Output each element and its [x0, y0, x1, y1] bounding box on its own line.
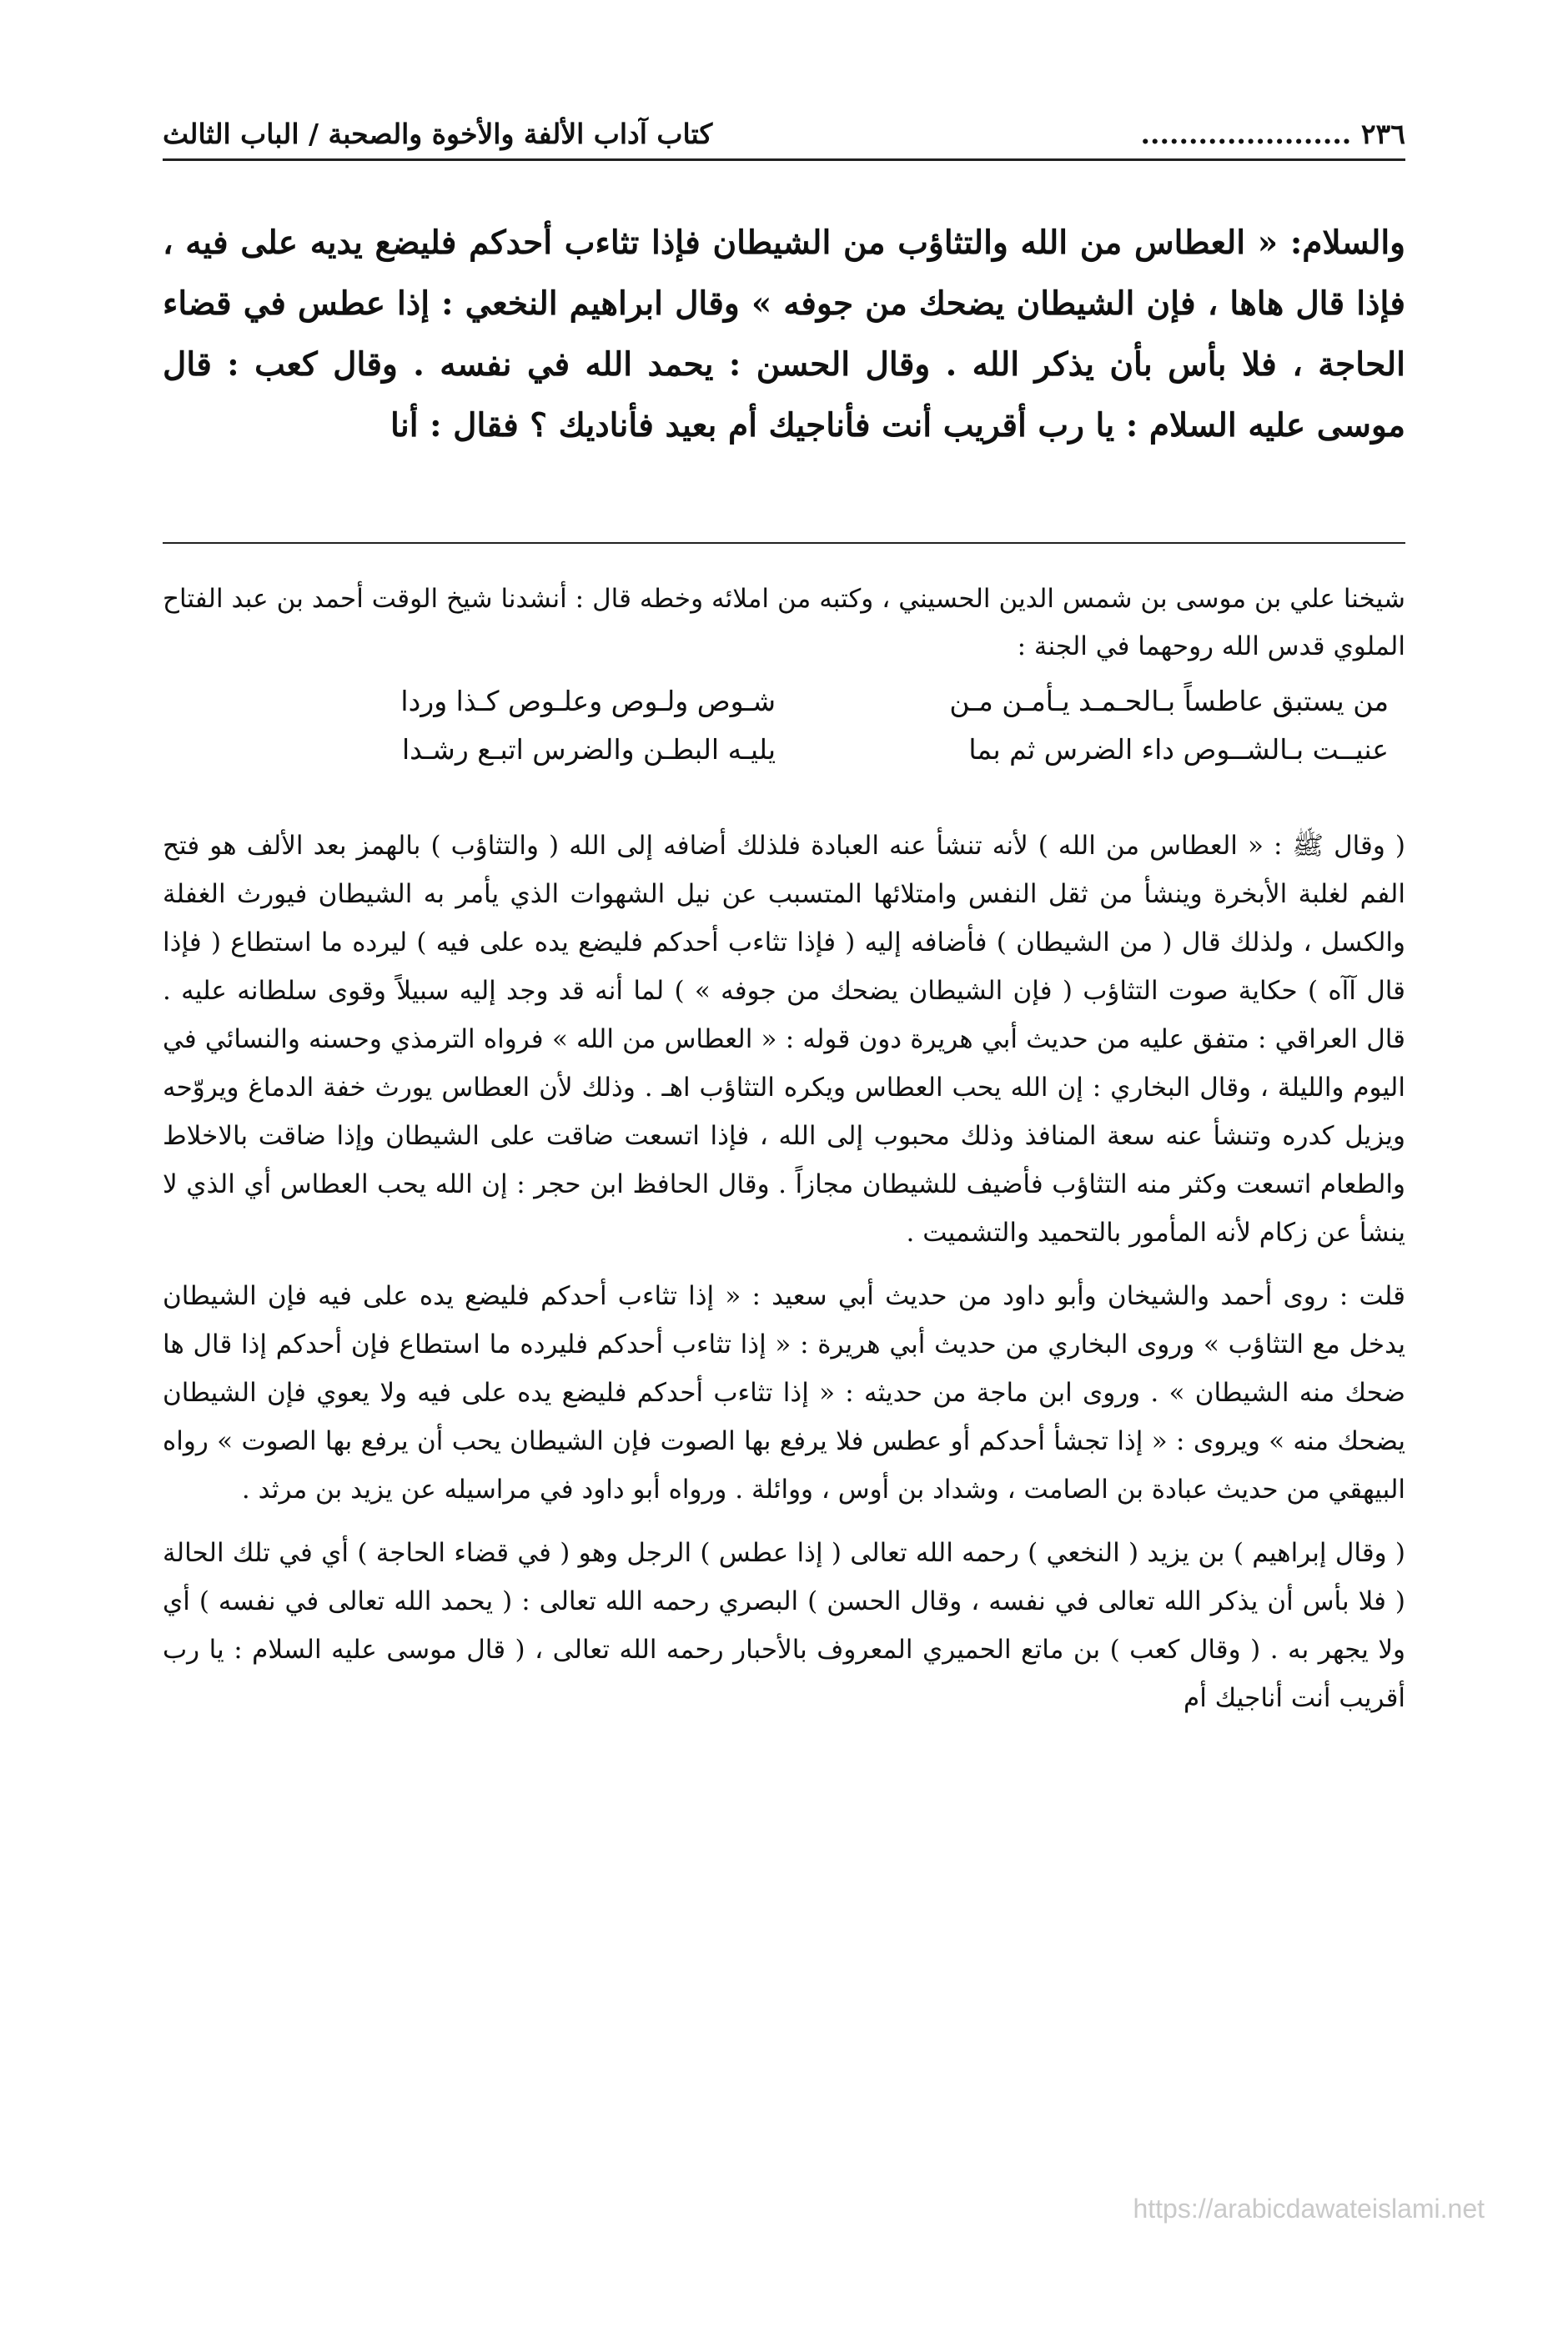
footnote-block [163, 575, 1405, 781]
watermark-url: https://arabicdawateislami.net [1133, 2194, 1485, 2224]
verse-2-first-hemistich: عنيــت بـالشــوص داء الضرس ثم بما [968, 733, 1389, 766]
commentary [163, 822, 1405, 1737]
running-header [163, 108, 1405, 161]
page-number: ٢٣٦ [1360, 117, 1405, 150]
verse-2-second-hemistich: يليـه البطـن والضرس اتبـع رشـدا [402, 733, 776, 766]
poem-verses [163, 671, 1405, 781]
verse-1-second-hemistich: شـوص ولـوص وعلـوص كـذا وردا [400, 685, 776, 717]
main-text: والسلام: « العطاس من الله والتثاؤب من الشيطان فإذا تثاءب أحدكم فليضع يديه على فيه ، فإذا قال هاها ، فإن الشيطان يضحك من جوفه » وقال ابراهيم النخعي : إذا عطس في قضاء الحاجة ، فلا بأس بأن يذكر الله . وقال الحسن : يحمد الله في نفسه . وقال كعب : قال موسى عليه السلام : يا رب أقريب أنت فأناجيك أم بعيد فأناديك ؟ فقال : أنا [163, 224, 1405, 445]
footnote-intro: شيخنا علي بن موسى بن شمس الدين الحسيني ، وكتبه من املائه وخطه قال : أنشدنا شيخ الوقت أحمد بن عبد الفتاح الملوي قدس الله روحهما في الجنة : [163, 584, 1405, 661]
commentary-paragraph-3: ( وقال إبراهيم ) بن يزيد ( النخعي ) رحمه الله تعالى ( إذا عطس ) الرجل وهو ( في قضاء الحاجة ) أي في تلك الحالة ( فلا بأس أن يذكر الله تعالى في نفسه ، وقال الحسن ) البصري رحمه الله تعالى : ( يحمد الله تعالى في نفسه ) أي ولا يجهر به . ( وقال كعب ) بن ماتع الحميري المعروف بالأحبار رحمه الله تعالى ، ( قال موسى عليه السلام : يا رب أقريب أنت أناجيك أم [163, 1538, 1405, 1713]
verse-1-first-hemistich: من يستبق عاطساً بـالحـمـد يـأمـن مـن [949, 685, 1389, 717]
book-page [163, 0, 1405, 2332]
commentary-paragraph-1: ( وقال ﷺ : « العطاس من الله ) لأنه تنشأ عنه العبادة فلذلك أضافه إلى الله ( والتثاؤب ) بالهمز بعد الألف هو فتح الفم لغلبة الأبخرة وينشأ من ثقل النفس وامتلائها المتسبب عن نيل الشهوات الذي يأمر به الشيطان فيورث الغفلة والكسل ، ولذلك قال ( من الشيطان ) فأضافه إليه ( فإذا تثاءب أحدكم فليضع يده على فيه ) ليرده ما استطاع ( فإذا قال آآه ) حكاية صوت التثاؤب ( فإن الشيطان يضحك من جوفه » ) لما أنه قد وجد إليه سبيلاً وقوى سلطانه عليه . قال العراقي : متفق عليه من حديث أبي هريرة دون قوله : « العطاس من الله » فرواه الترمذي وحسنه والنسائي في اليوم والليلة ، وقال البخاري : إن الله يحب العطاس ويكره التثاؤب اهـ . وذلك لأن العطاس يورث خفة الدماغ ويروّحه ويزيل كدره وتنشأ عنه سعة المنافذ وذلك محبوب إلى الله ، فإذا اتسعت ضاقت على الشيطان وإذا ضاقت بالاخلاط والطعام اتسعت وكثر منه التثاؤب فأضيف للشيطان مجازاً . وقال الحافظ ابن حجر : إن الله يحب العطاس أي الذي لا ينشأ عن زكام لأنه المأمور بالتحميد والتشميت . [163, 831, 1405, 1248]
header-title: كتاب آداب الألفة والأخوة والصحبة / الباب الثالث [163, 117, 713, 150]
commentary-paragraph-2: قلت : روى أحمد والشيخان وأبو داود من حديث أبي سعيد : « إذا تثاءب أحدكم فليضع يده على فيه فإن الشيطان يدخل مع التثاؤب » وروى البخاري من حديث أبي هريرة : « إذا تثاءب أحدكم فليرده ما استطاع فإن أحدكم إذا قال ها ضحك منه الشيطان » . وروى ابن ماجة من حديثه : « إذا تثاءب أحدكم فليضع يده على فيه ولا يعوي فإن الشيطان يضحك منه » ويروى : « إذا تجشأ أحدكم أو عطس فلا يرفع بها الصوت فإن الشيطان يحب أن يرفع بها الصوت » رواه البيهقي من حديث عبادة بن الصامت ، وشداد بن أوس ، ووائلة . ورواه أبو داود في مراسيله عن يزيد بن مرثد . [163, 1281, 1405, 1505]
header-title-group [1141, 118, 1405, 150]
footnote-separator [163, 542, 1405, 544]
header-dots: ...................... [1140, 117, 1352, 150]
